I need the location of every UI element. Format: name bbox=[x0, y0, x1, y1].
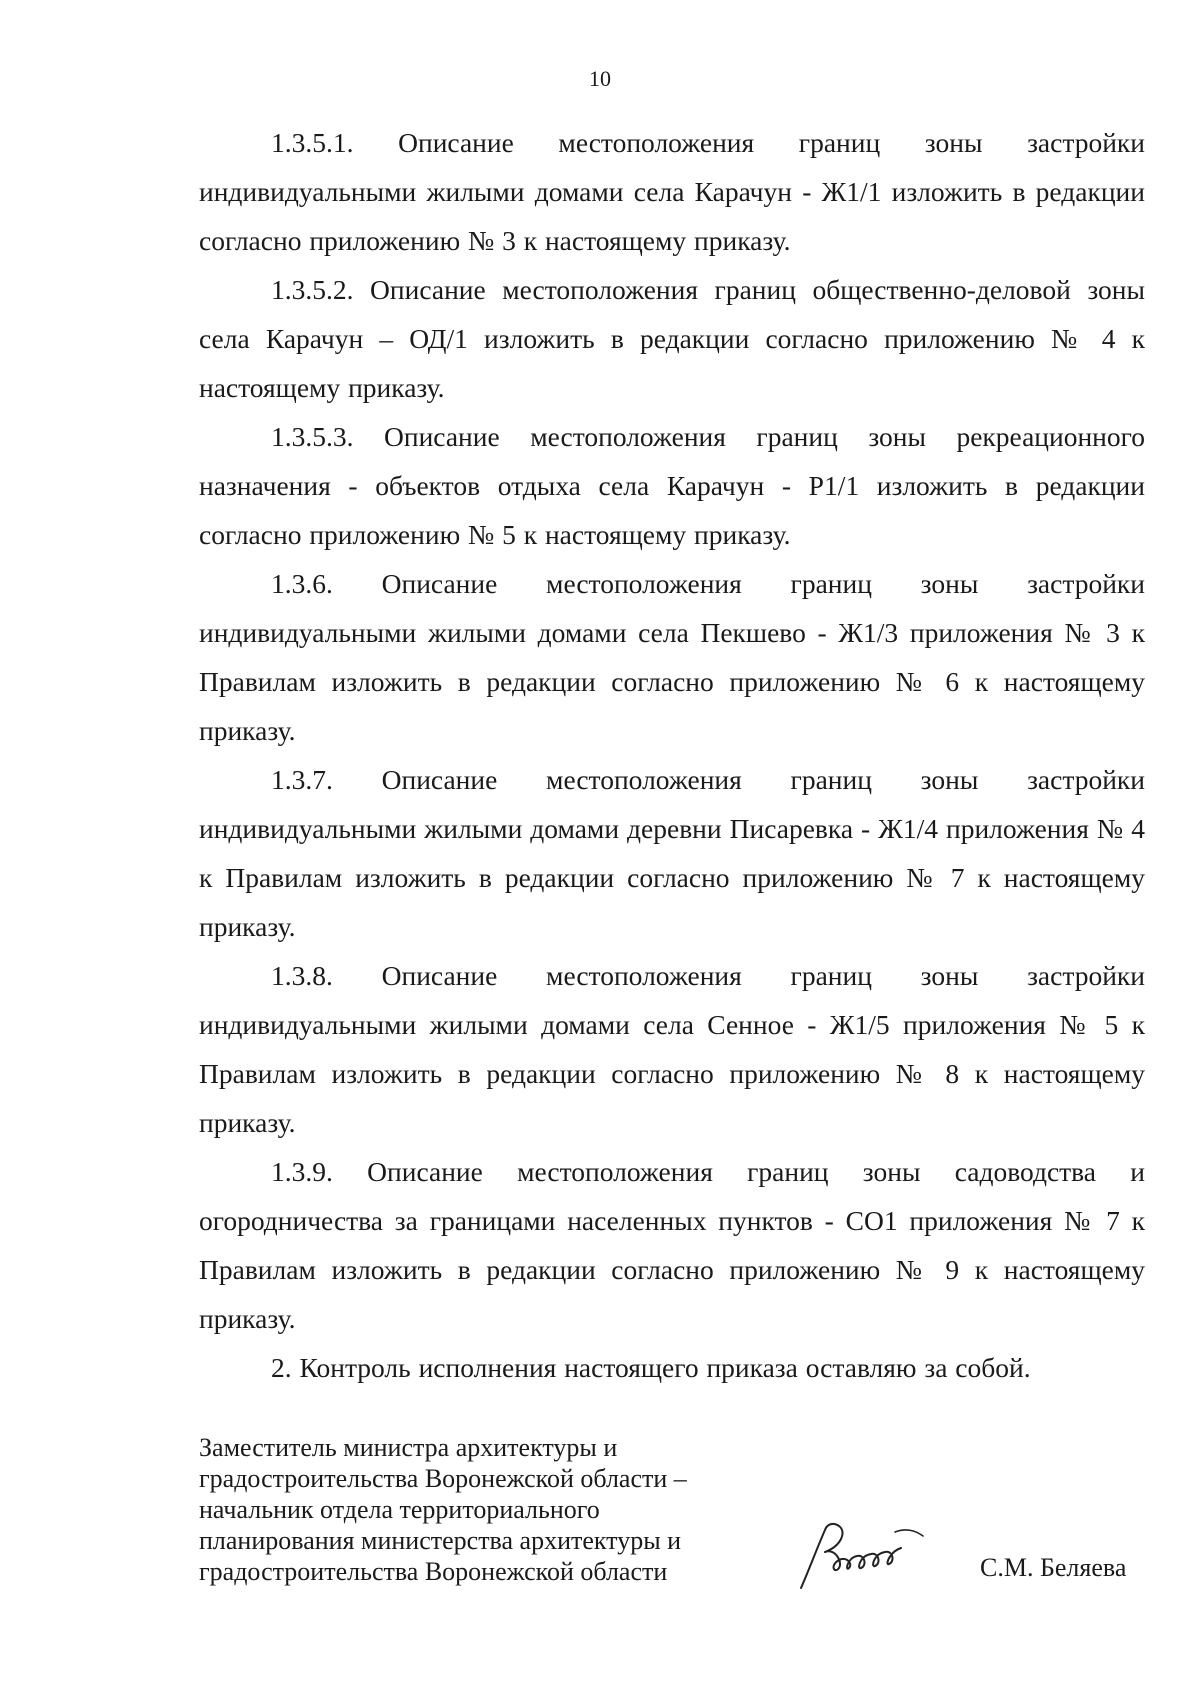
signer-name: С.М. Беляева bbox=[980, 1553, 1127, 1582]
document-body bbox=[199, 118, 1145, 1392]
paragraph-2-control: 2. Контроль исполнения настоящего приказа оставляю за собой. bbox=[271, 1352, 1031, 1383]
position-line: Заместитель министра архитектуры и bbox=[199, 1433, 618, 1462]
position-line: градостроительства Воронежской области bbox=[199, 1557, 668, 1586]
paragraph-1-3-5-1: 1.3.5.1. Описание местоположения границ зоны застройки индивидуальными жилыми домами села Карачун - Ж1/1 изложить в редакции согласно приложению № 3 к настоящему приказу. bbox=[199, 127, 1145, 256]
paragraph-1-3-9: 1.3.9. Описание местоположения границ зоны садоводства и огородничества за границами населенных пунктов - СО1 приложения № 7 к Правилам изложить в редакции согласно приложению № 9 к настоящему приказу. bbox=[199, 1156, 1145, 1334]
handwritten-signature bbox=[795, 1518, 955, 1590]
paragraph-1-3-8: 1.3.8. Описание местоположения границ зоны застройки индивидуальными жилыми домами села Сенное - Ж1/5 приложения № 5 к Правилам изложить в редакции согласно приложению № 8 к настоящему приказу. bbox=[199, 960, 1145, 1138]
paragraph-1-3-6: 1.3.6. Описание местоположения границ зоны застройки индивидуальными жилыми домами села Пекшево - Ж1/3 приложения № 3 к Правилам изложить в редакции согласно приложению № 6 к настоящему приказу. bbox=[199, 568, 1145, 746]
paragraph-1-3-7: 1.3.7. Описание местоположения границ зоны застройки индивидуальными жилыми домами деревни Писаревка - Ж1/4 приложения № 4 к Правилам изложить в редакции согласно приложению № 7 к настоящему приказу. bbox=[199, 764, 1145, 942]
paragraph-1-3-5-3: 1.3.5.3. Описание местоположения границ зоны рекреационного назначения - объектов отдыха села Карачун - Р1/1 изложить в редакции согласно приложению № 5 к настоящему приказу. bbox=[199, 421, 1145, 550]
paragraph-1-3-5-2: 1.3.5.2. Описание местоположения границ общественно-деловой зоны села Карачун – ОД/1 изложить в редакции согласно приложению № 4 к настоящему приказу. bbox=[199, 274, 1145, 403]
signatory-position bbox=[199, 1432, 759, 1587]
page-number: 10 bbox=[589, 66, 611, 91]
position-line: планирования министерства архитектуры и bbox=[199, 1526, 682, 1555]
position-line: градостроительства Воронежской области – bbox=[199, 1464, 687, 1493]
position-line: начальник отдела территориального bbox=[199, 1495, 600, 1524]
